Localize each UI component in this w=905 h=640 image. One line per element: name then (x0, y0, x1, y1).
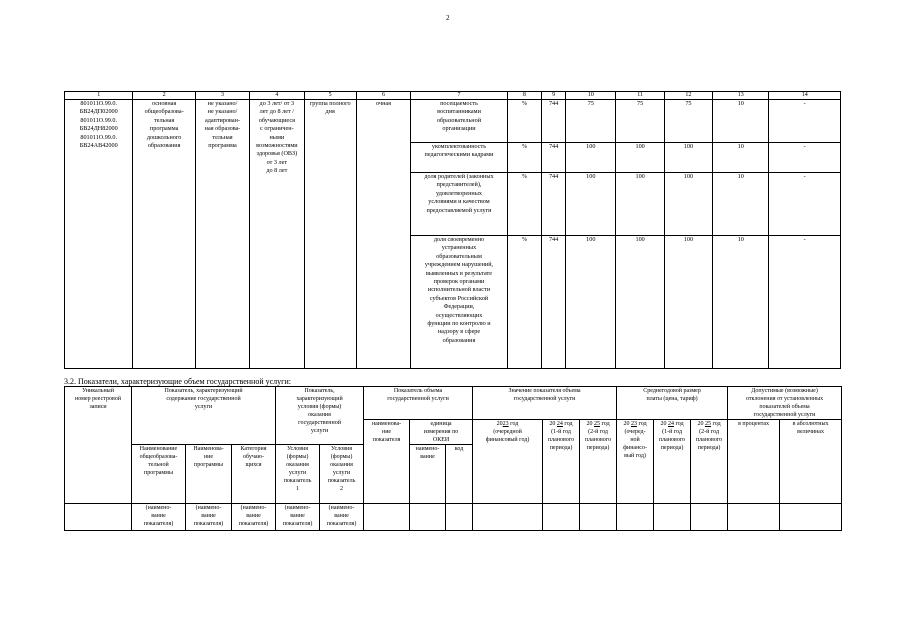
name-placeholder: (наимено- вание показателя) (276, 504, 320, 531)
group-type-cell: группа полного дня (304, 100, 356, 369)
category-header: Категория обучаю- щихся (232, 445, 276, 504)
unit-cell: % (507, 173, 541, 236)
deviation-absolute-header: в абсолютных величинах (780, 420, 842, 504)
column-number: 12 (664, 92, 712, 100)
indicator-cell: доля своевременно устраненных образовательным учреждением нарушений, выявленных в результате проверок органами исполнительной власти субъектов Российской Федерации, осуществляющих функции по контролю и надзору в сфере образования (411, 236, 508, 369)
table-row (65, 100, 841, 143)
deviation-cell: 10 (713, 100, 769, 143)
volume-indicator-header: Показатель объема государственной услуги (364, 387, 473, 420)
column-number: 10 (566, 92, 616, 100)
indicator-cell: посещаемость воспитанниками образовательной организации (411, 100, 508, 143)
value-cell: 100 (664, 143, 712, 173)
page-number: 2 (446, 14, 450, 22)
okei-cell: 744 (542, 143, 566, 173)
year-2-price-header: 20 24 год (1-й год планового периода) (654, 420, 691, 504)
column-number: 7 (411, 92, 508, 100)
deviation-cell: 10 (713, 236, 769, 369)
column-number: 14 (769, 92, 841, 100)
condition-2-header: Условия (формы) оказания услуги показатель 2 (320, 445, 364, 504)
name-placeholder: (наимено- вание показателя) (186, 504, 232, 531)
unique-number-header: Уникальный номер реестровой записи (65, 387, 132, 504)
deviation-cell: 10 (713, 173, 769, 236)
header-row (65, 387, 842, 420)
deviation-header: Допустимые (возможные) отклонения от установленных показателей объема государственной услуги (728, 387, 842, 420)
year-3-value-header: 20 25 год (2-й год планового периода) (580, 420, 617, 504)
program-cell: основная общеобразова- тельная программа дошкольного образования (133, 100, 195, 369)
name-placeholder: (наимено- вание показателя) (232, 504, 276, 531)
value-cell: 100 (616, 173, 664, 236)
deviation-cell: 10 (713, 143, 769, 173)
deviation-abs-cell: - (769, 173, 841, 236)
okei-cell: 744 (542, 100, 566, 143)
indicator-cell: укомплектованность педагогическими кадрами (411, 143, 508, 173)
year-2-value-header: 20 24 год (1-й год планового периода) (543, 420, 580, 504)
column-number: 4 (250, 92, 304, 100)
volume-indicators-table (64, 386, 842, 531)
name-placeholder: (наимено- вание показателя) (132, 504, 186, 531)
year-1-value-header: 2023 год (очередной финансовый год) (473, 420, 543, 504)
average-price-header: Среднегодовой размер платы (цена, тариф) (617, 387, 728, 420)
unit-cell: % (507, 143, 541, 173)
program-name-header: Наименование общеобразова- тельной программы (132, 445, 186, 504)
volume-value-header: Значение показателя объема государственной услуги (473, 387, 617, 420)
deviation-abs-cell: - (769, 143, 841, 173)
value-cell: 75 (616, 100, 664, 143)
year-1-price-header: 20 23 год (очеред- ной финансо- вый год) (617, 420, 654, 504)
indicator-name-header: наименова- ние показателя (364, 420, 410, 504)
value-cell: 100 (566, 236, 616, 369)
value-cell: 100 (616, 236, 664, 369)
registry-number-cell: 801011О.99.0. БВ24ДП02000 801011О.99.0. БВ24ДН82000 801011О.99.0. БВ24АВ42000 (65, 100, 133, 369)
study-form-cell: очная (356, 100, 410, 369)
student-category-cell: до 3 лет/ от 3 лет до 8 лет / обучающиеся с ограничен- ными возможностями здоровья (ОВЗ) от 3 лет до 8 лет (250, 100, 304, 369)
unit-name-header: наимено- вание (410, 445, 446, 504)
conditions-indicator-header: Показатель, характеризующий условия (формы) оказания государственной услуги (276, 387, 364, 445)
quality-indicators-table (64, 91, 841, 369)
condition-1-header: Условия (формы) оказания услуги показатель 1 (276, 445, 320, 504)
year-3-price-header: 20 25 год (2-й год планового периода) (691, 420, 728, 504)
column-number: 11 (616, 92, 664, 100)
column-number: 8 (507, 92, 541, 100)
deviation-abs-cell: - (769, 100, 841, 143)
unit-code-header: код (446, 445, 473, 504)
column-number: 9 (542, 92, 566, 100)
header-row (65, 504, 842, 531)
value-cell: 100 (664, 173, 712, 236)
unit-header: единица измерения по ОКЕИ (410, 420, 473, 445)
column-number: 1 (65, 92, 133, 100)
value-cell: 75 (664, 100, 712, 143)
value-cell: 100 (566, 173, 616, 236)
okei-cell: 744 (542, 236, 566, 369)
value-cell: 100 (664, 236, 712, 369)
column-number: 6 (356, 92, 410, 100)
name-placeholder: (наимено- вание показателя) (320, 504, 364, 531)
column-number: 2 (133, 92, 195, 100)
section-title: 3.2. Показатели, характеризующие объем государственной услуги: (64, 377, 291, 386)
program-type-cell: не указано/ не указано/ адаптирован- ная образова- тельная программа (195, 100, 249, 369)
unit-cell: % (507, 236, 541, 369)
header-row (65, 92, 841, 100)
value-cell: 75 (566, 100, 616, 143)
column-number: 5 (304, 92, 356, 100)
column-number: 3 (195, 92, 249, 100)
value-cell: 100 (566, 143, 616, 173)
deviation-abs-cell: - (769, 236, 841, 369)
unit-cell: % (507, 100, 541, 143)
content-indicator-header: Показатель, характеризующий содержание государственной услуги (132, 387, 276, 445)
indicator-cell: доля родителей (законных представителей), удовлетворенных условиями и качеством предоставляемой услуги (411, 173, 508, 236)
column-number: 13 (713, 92, 769, 100)
deviation-percent-header: в процентах (728, 420, 780, 504)
value-cell: 100 (616, 143, 664, 173)
okei-cell: 744 (542, 173, 566, 236)
program-header: Наименова- ние программы (186, 445, 232, 504)
